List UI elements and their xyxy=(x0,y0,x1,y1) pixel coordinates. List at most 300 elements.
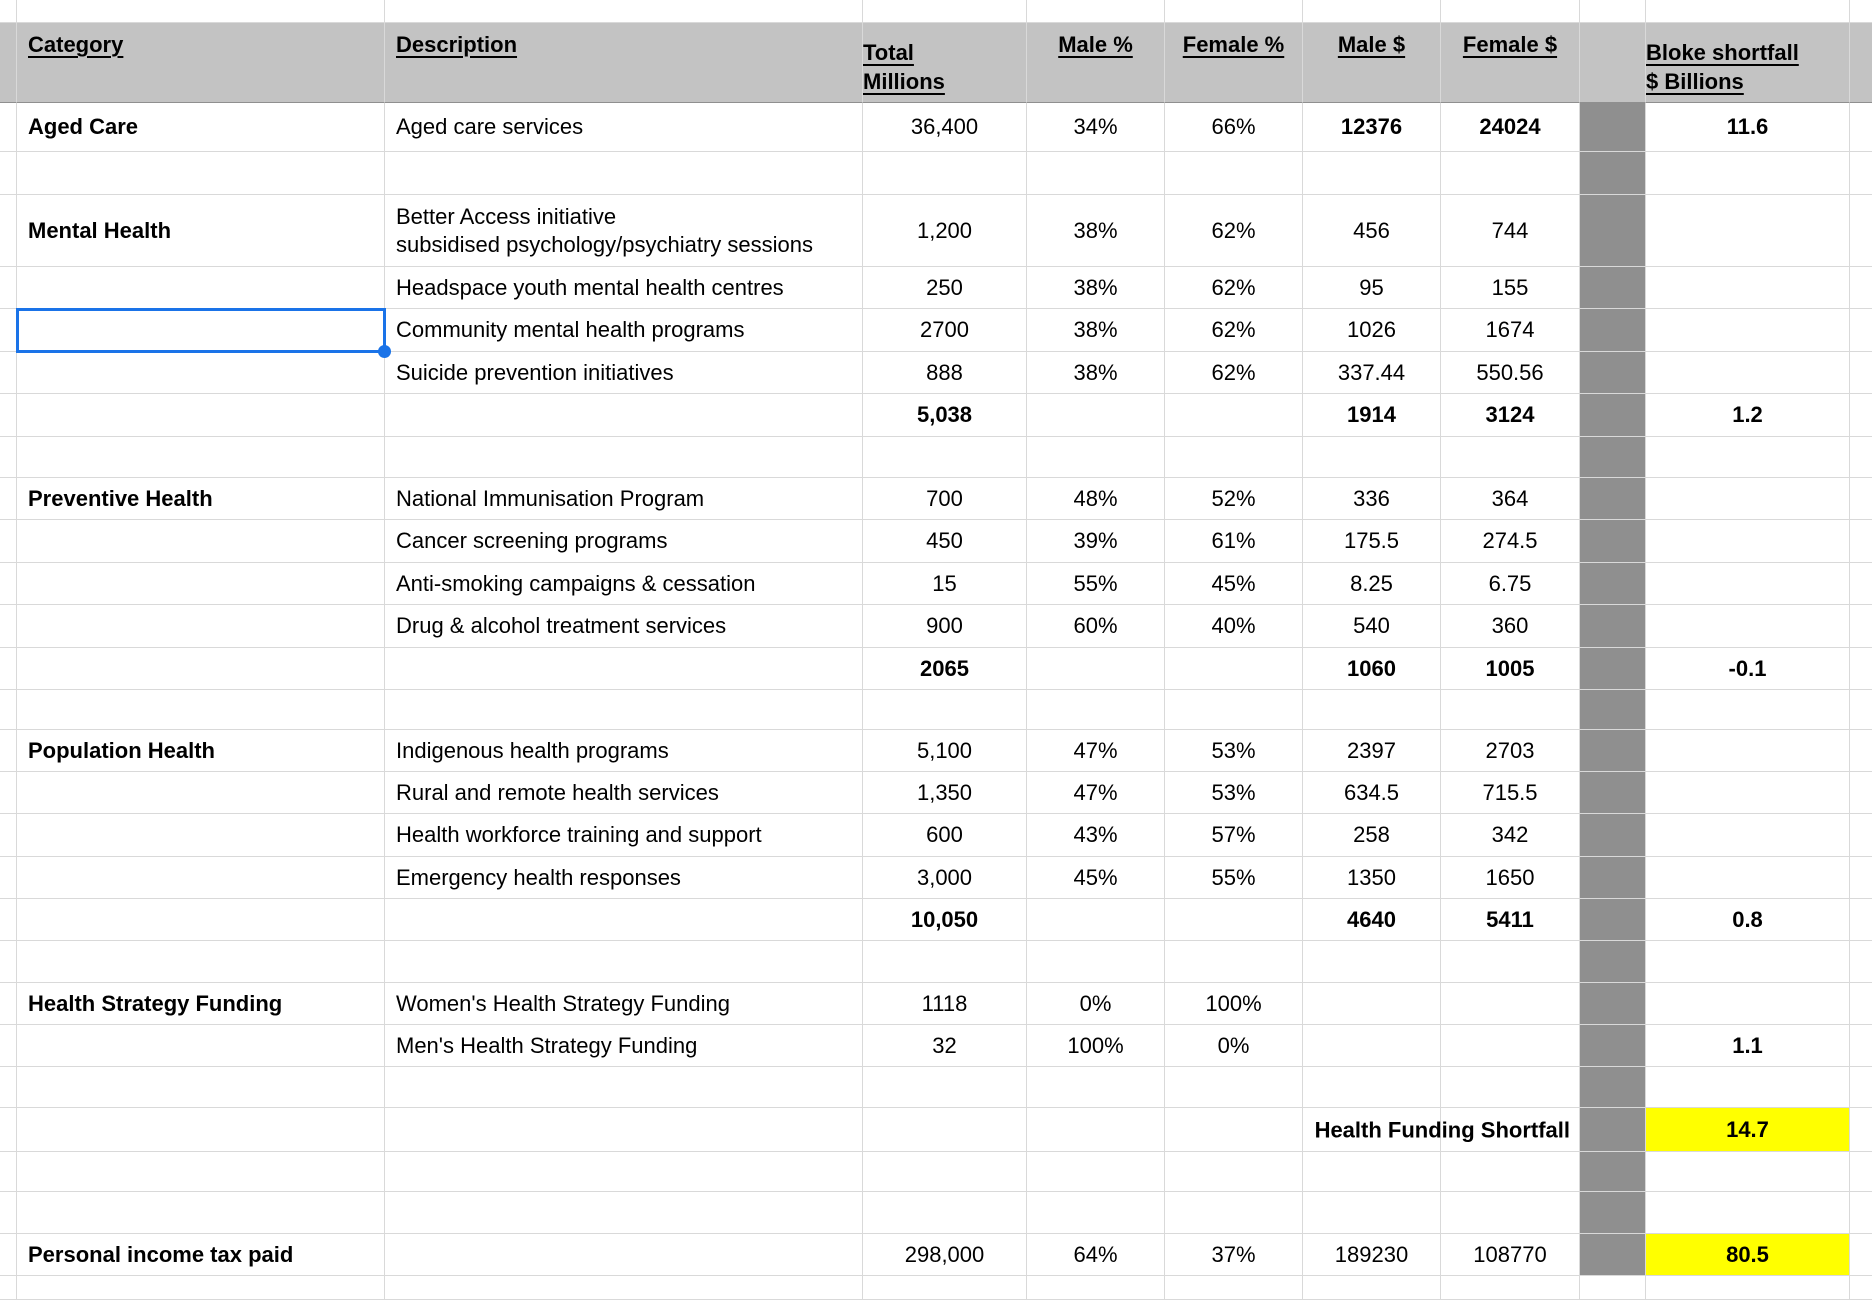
cell-fd[interactable] xyxy=(1441,857,1580,899)
cell-sliver[interactable] xyxy=(0,478,17,520)
separator-cell[interactable] xyxy=(1580,309,1646,352)
cell-fp[interactable] xyxy=(1165,605,1303,648)
cell-md[interactable] xyxy=(1303,899,1441,941)
cell-sliver[interactable] xyxy=(0,983,17,1025)
cell-sliver[interactable] xyxy=(0,103,17,152)
cell-d[interactable] xyxy=(385,394,863,437)
separator-cell[interactable] xyxy=(1580,983,1646,1025)
cell-sliver[interactable] xyxy=(0,309,17,352)
cell-d[interactable] xyxy=(385,1234,863,1276)
cell-sliver[interactable] xyxy=(0,1108,17,1152)
header-cell-b[interactable] xyxy=(1646,23,1850,103)
header-cell-sliver[interactable] xyxy=(0,23,17,103)
separator-cell[interactable] xyxy=(1580,0,1646,23)
cell-b[interactable] xyxy=(1646,1067,1850,1108)
cell-fp[interactable] xyxy=(1165,309,1303,352)
cell-fd[interactable] xyxy=(1441,1152,1580,1192)
cell-mp[interactable] xyxy=(1027,814,1165,857)
cell-sliver[interactable] xyxy=(0,152,17,195)
cell-md[interactable] xyxy=(1303,1025,1441,1067)
cell-d[interactable] xyxy=(385,478,863,520)
cell-d[interactable] xyxy=(385,1108,863,1152)
header-cell-sliver[interactable] xyxy=(1850,23,1872,103)
cell-sliver[interactable] xyxy=(0,899,17,941)
cell-sliver[interactable] xyxy=(1850,1152,1872,1192)
cell-sliver[interactable] xyxy=(0,648,17,690)
cell-c[interactable] xyxy=(17,730,385,772)
cell-t[interactable] xyxy=(863,394,1027,437)
cell-md[interactable] xyxy=(1303,0,1441,23)
cell-t[interactable] xyxy=(863,437,1027,478)
cell-d[interactable] xyxy=(385,267,863,309)
cell-md[interactable] xyxy=(1303,152,1441,195)
fill-handle[interactable] xyxy=(378,345,391,358)
cell-fd[interactable] xyxy=(1441,730,1580,772)
cell-t[interactable] xyxy=(863,1025,1027,1067)
separator-cell[interactable] xyxy=(1580,394,1646,437)
cell-t[interactable] xyxy=(863,1276,1027,1300)
cell-fp[interactable] xyxy=(1165,267,1303,309)
cell-sliver[interactable] xyxy=(1850,394,1872,437)
cell-mp[interactable] xyxy=(1027,772,1165,814)
cell-fd[interactable] xyxy=(1441,352,1580,394)
cell-fd[interactable] xyxy=(1441,772,1580,814)
cell-c[interactable] xyxy=(17,941,385,983)
cell-b[interactable] xyxy=(1646,1152,1850,1192)
cell-b[interactable] xyxy=(1646,772,1850,814)
cell-t[interactable] xyxy=(863,309,1027,352)
cell-mp[interactable] xyxy=(1027,563,1165,605)
cell-d[interactable] xyxy=(385,857,863,899)
separator-cell[interactable] xyxy=(1580,1067,1646,1108)
cell-t[interactable] xyxy=(863,152,1027,195)
separator-cell[interactable] xyxy=(1580,1276,1646,1300)
cell-sliver[interactable] xyxy=(0,195,17,267)
cell-md[interactable] xyxy=(1303,690,1441,730)
cell-d[interactable] xyxy=(385,941,863,983)
header-cell-fp[interactable] xyxy=(1165,23,1303,103)
cell-d[interactable] xyxy=(385,648,863,690)
cell-fp[interactable] xyxy=(1165,1025,1303,1067)
cell-sliver[interactable] xyxy=(1850,478,1872,520)
cell-fp[interactable] xyxy=(1165,394,1303,437)
cell-b[interactable] xyxy=(1646,941,1850,983)
cell-b[interactable] xyxy=(1646,478,1850,520)
cell-d[interactable] xyxy=(385,152,863,195)
cell-d[interactable] xyxy=(385,1067,863,1108)
cell-sliver[interactable] xyxy=(1850,1234,1872,1276)
cell-b[interactable] xyxy=(1646,103,1850,152)
cell-fp[interactable] xyxy=(1165,899,1303,941)
cell-fd[interactable] xyxy=(1441,690,1580,730)
cell-b[interactable] xyxy=(1646,309,1850,352)
cell-sliver[interactable] xyxy=(1850,730,1872,772)
cell-c[interactable] xyxy=(17,1025,385,1067)
cell-b[interactable] xyxy=(1646,1108,1850,1152)
separator-cell[interactable] xyxy=(1580,648,1646,690)
cell-fd[interactable] xyxy=(1441,0,1580,23)
separator-cell[interactable] xyxy=(1580,1152,1646,1192)
cell-md[interactable] xyxy=(1303,1276,1441,1300)
cell-d[interactable] xyxy=(385,437,863,478)
cell-md[interactable] xyxy=(1303,563,1441,605)
cell-b[interactable] xyxy=(1646,267,1850,309)
cell-c[interactable] xyxy=(17,563,385,605)
cell-b[interactable] xyxy=(1646,195,1850,267)
cell-c[interactable] xyxy=(17,352,385,394)
cell-t[interactable] xyxy=(863,478,1027,520)
cell-md[interactable] xyxy=(1303,1152,1441,1192)
cell-t[interactable] xyxy=(863,690,1027,730)
cell-d[interactable] xyxy=(385,1276,863,1300)
cell-mp[interactable] xyxy=(1027,352,1165,394)
cell-sliver[interactable] xyxy=(0,772,17,814)
cell-d[interactable] xyxy=(385,814,863,857)
cell-mp[interactable] xyxy=(1027,437,1165,478)
cell-t[interactable] xyxy=(863,730,1027,772)
cell-sliver[interactable] xyxy=(1850,1276,1872,1300)
cell-fd[interactable] xyxy=(1441,983,1580,1025)
cell-t[interactable] xyxy=(863,1192,1027,1234)
cell-fd[interactable] xyxy=(1441,814,1580,857)
cell-t[interactable] xyxy=(863,1108,1027,1152)
cell-b[interactable] xyxy=(1646,857,1850,899)
cell-d[interactable] xyxy=(385,520,863,563)
cell-mp[interactable] xyxy=(1027,857,1165,899)
cell-fd[interactable] xyxy=(1441,309,1580,352)
cell-fd[interactable] xyxy=(1441,478,1580,520)
separator-cell[interactable] xyxy=(1580,563,1646,605)
cell-c[interactable] xyxy=(17,478,385,520)
cell-c[interactable] xyxy=(17,103,385,152)
cell-c[interactable] xyxy=(17,1108,385,1152)
cell-fp[interactable] xyxy=(1165,730,1303,772)
cell-sliver[interactable] xyxy=(0,520,17,563)
cell-sliver[interactable] xyxy=(1850,605,1872,648)
cell-t[interactable] xyxy=(863,352,1027,394)
cell-fp[interactable] xyxy=(1165,1234,1303,1276)
cell-mp[interactable] xyxy=(1027,730,1165,772)
cell-c[interactable] xyxy=(17,983,385,1025)
cell-d[interactable] xyxy=(385,772,863,814)
cell-c[interactable] xyxy=(17,899,385,941)
cell-sliver[interactable] xyxy=(1850,814,1872,857)
cell-b[interactable] xyxy=(1646,352,1850,394)
cell-mp[interactable] xyxy=(1027,394,1165,437)
cell-t[interactable] xyxy=(863,983,1027,1025)
cell-md[interactable] xyxy=(1303,814,1441,857)
cell-fd[interactable] xyxy=(1441,195,1580,267)
cell-fp[interactable] xyxy=(1165,690,1303,730)
cell-md[interactable] xyxy=(1303,394,1441,437)
cell-mp[interactable] xyxy=(1027,899,1165,941)
cell-fp[interactable] xyxy=(1165,478,1303,520)
cell-sliver[interactable] xyxy=(0,1025,17,1067)
cell-c[interactable] xyxy=(17,437,385,478)
cell-c[interactable] xyxy=(17,1276,385,1300)
cell-b[interactable] xyxy=(1646,437,1850,478)
cell-d[interactable] xyxy=(385,195,863,267)
cell-fp[interactable] xyxy=(1165,563,1303,605)
cell-c[interactable] xyxy=(17,814,385,857)
cell-b[interactable] xyxy=(1646,814,1850,857)
cell-sliver[interactable] xyxy=(1850,1067,1872,1108)
cell-sliver[interactable] xyxy=(1850,520,1872,563)
separator-cell[interactable] xyxy=(1580,23,1646,103)
cell-mp[interactable] xyxy=(1027,983,1165,1025)
cell-sliver[interactable] xyxy=(1850,1192,1872,1234)
cell-fp[interactable] xyxy=(1165,772,1303,814)
cell-b[interactable] xyxy=(1646,1234,1850,1276)
separator-cell[interactable] xyxy=(1580,814,1646,857)
header-cell-d[interactable] xyxy=(385,23,863,103)
cell-sliver[interactable] xyxy=(1850,195,1872,267)
cell-fp[interactable] xyxy=(1165,857,1303,899)
cell-sliver[interactable] xyxy=(1850,437,1872,478)
cell-fp[interactable] xyxy=(1165,814,1303,857)
cell-c[interactable] xyxy=(17,520,385,563)
separator-cell[interactable] xyxy=(1580,152,1646,195)
cell-sliver[interactable] xyxy=(0,1234,17,1276)
cell-fp[interactable] xyxy=(1165,1108,1303,1152)
cell-t[interactable] xyxy=(863,195,1027,267)
cell-c[interactable] xyxy=(17,857,385,899)
cell-sliver[interactable] xyxy=(1850,941,1872,983)
cell-fp[interactable] xyxy=(1165,983,1303,1025)
cell-fp[interactable] xyxy=(1165,520,1303,563)
cell-c[interactable] xyxy=(17,1067,385,1108)
cell-fd[interactable] xyxy=(1441,520,1580,563)
cell-mp[interactable] xyxy=(1027,941,1165,983)
cell-sliver[interactable] xyxy=(1850,103,1872,152)
cell-fd[interactable] xyxy=(1441,1067,1580,1108)
cell-mp[interactable] xyxy=(1027,690,1165,730)
cell-c[interactable] xyxy=(17,1234,385,1276)
cell-mp[interactable] xyxy=(1027,478,1165,520)
cell-md[interactable] xyxy=(1303,478,1441,520)
cell-t[interactable] xyxy=(863,267,1027,309)
cell-t[interactable] xyxy=(863,520,1027,563)
cell-mp[interactable] xyxy=(1027,1067,1165,1108)
cell-sliver[interactable] xyxy=(0,605,17,648)
cell-b[interactable] xyxy=(1646,394,1850,437)
cell-mp[interactable] xyxy=(1027,0,1165,23)
cell-t[interactable] xyxy=(863,772,1027,814)
cell-sliver[interactable] xyxy=(0,563,17,605)
cell-c[interactable] xyxy=(17,1192,385,1234)
cell-sliver[interactable] xyxy=(0,1276,17,1300)
cell-b[interactable] xyxy=(1646,1025,1850,1067)
cell-sliver[interactable] xyxy=(1850,352,1872,394)
cell-mp[interactable] xyxy=(1027,152,1165,195)
cell-d[interactable] xyxy=(385,899,863,941)
cell-d[interactable] xyxy=(385,605,863,648)
cell-fp[interactable] xyxy=(1165,437,1303,478)
cell-t[interactable] xyxy=(863,648,1027,690)
cell-sliver[interactable] xyxy=(1850,1108,1872,1152)
cell-md[interactable] xyxy=(1303,1234,1441,1276)
cell-fd[interactable] xyxy=(1441,899,1580,941)
cell-b[interactable] xyxy=(1646,605,1850,648)
cell-mp[interactable] xyxy=(1027,103,1165,152)
cell-md[interactable] xyxy=(1303,267,1441,309)
cell-b[interactable] xyxy=(1646,648,1850,690)
cell-fd[interactable] xyxy=(1441,1192,1580,1234)
cell-d[interactable] xyxy=(385,1192,863,1234)
separator-cell[interactable] xyxy=(1580,730,1646,772)
cell-fp[interactable] xyxy=(1165,648,1303,690)
separator-cell[interactable] xyxy=(1580,857,1646,899)
separator-cell[interactable] xyxy=(1580,352,1646,394)
cell-sliver[interactable] xyxy=(1850,690,1872,730)
cell-mp[interactable] xyxy=(1027,520,1165,563)
cell-fd[interactable] xyxy=(1441,605,1580,648)
cell-sliver[interactable] xyxy=(1850,772,1872,814)
cell-b[interactable] xyxy=(1646,520,1850,563)
cell-c[interactable] xyxy=(17,195,385,267)
cell-fp[interactable] xyxy=(1165,103,1303,152)
cell-t[interactable] xyxy=(863,1234,1027,1276)
cell-md[interactable] xyxy=(1303,605,1441,648)
cell-fp[interactable] xyxy=(1165,195,1303,267)
cell-sliver[interactable] xyxy=(1850,563,1872,605)
cell-mp[interactable] xyxy=(1027,1108,1165,1152)
header-cell-fd[interactable] xyxy=(1441,23,1580,103)
cell-sliver[interactable] xyxy=(1850,983,1872,1025)
cell-fp[interactable] xyxy=(1165,0,1303,23)
cell-md[interactable] xyxy=(1303,352,1441,394)
separator-cell[interactable] xyxy=(1580,1234,1646,1276)
cell-md[interactable] xyxy=(1303,941,1441,983)
cell-fp[interactable] xyxy=(1165,1276,1303,1300)
cell-fd[interactable] xyxy=(1441,267,1580,309)
cell-b[interactable] xyxy=(1646,1276,1850,1300)
separator-cell[interactable] xyxy=(1580,437,1646,478)
cell-fp[interactable] xyxy=(1165,1152,1303,1192)
cell-md[interactable] xyxy=(1303,437,1441,478)
cell-sliver[interactable] xyxy=(1850,648,1872,690)
cell-c[interactable] xyxy=(17,309,385,352)
cell-sliver[interactable] xyxy=(0,0,17,23)
cell-sliver[interactable] xyxy=(1850,857,1872,899)
cell-sliver[interactable] xyxy=(0,267,17,309)
cell-d[interactable] xyxy=(385,1152,863,1192)
cell-fd[interactable] xyxy=(1441,394,1580,437)
cell-c[interactable] xyxy=(17,267,385,309)
cell-c[interactable] xyxy=(17,690,385,730)
cell-sliver[interactable] xyxy=(1850,899,1872,941)
cell-fd[interactable] xyxy=(1441,941,1580,983)
cell-c[interactable] xyxy=(17,772,385,814)
cell-fd[interactable] xyxy=(1441,563,1580,605)
cell-fp[interactable] xyxy=(1165,152,1303,195)
cell-c[interactable] xyxy=(17,605,385,648)
separator-cell[interactable] xyxy=(1580,195,1646,267)
cell-fd[interactable] xyxy=(1441,437,1580,478)
cell-sliver[interactable] xyxy=(0,941,17,983)
cell-sliver[interactable] xyxy=(0,352,17,394)
cell-b[interactable] xyxy=(1646,899,1850,941)
cell-md[interactable] xyxy=(1303,983,1441,1025)
header-cell-c[interactable] xyxy=(17,23,385,103)
cell-t[interactable] xyxy=(863,563,1027,605)
cell-c[interactable] xyxy=(17,648,385,690)
cell-sliver[interactable] xyxy=(0,1067,17,1108)
cell-md[interactable] xyxy=(1303,103,1441,152)
header-cell-t[interactable] xyxy=(863,23,1027,103)
cell-md[interactable] xyxy=(1303,648,1441,690)
cell-sliver[interactable] xyxy=(0,814,17,857)
separator-cell[interactable] xyxy=(1580,1108,1646,1152)
cell-sliver[interactable] xyxy=(0,857,17,899)
separator-cell[interactable] xyxy=(1580,772,1646,814)
cell-fd[interactable] xyxy=(1441,1276,1580,1300)
cell-t[interactable] xyxy=(863,857,1027,899)
cell-fp[interactable] xyxy=(1165,1192,1303,1234)
separator-cell[interactable] xyxy=(1580,1192,1646,1234)
cell-sliver[interactable] xyxy=(0,437,17,478)
cell-mp[interactable] xyxy=(1027,267,1165,309)
cell-fd[interactable] xyxy=(1314,1108,1580,1152)
cell-t[interactable] xyxy=(863,899,1027,941)
cell-b[interactable] xyxy=(1646,983,1850,1025)
cell-sliver[interactable] xyxy=(1850,1025,1872,1067)
cell-md[interactable] xyxy=(1303,730,1441,772)
cell-md[interactable] xyxy=(1303,1067,1441,1108)
cell-d[interactable] xyxy=(385,309,863,352)
cell-t[interactable] xyxy=(863,0,1027,23)
cell-mp[interactable] xyxy=(1027,1025,1165,1067)
cell-b[interactable] xyxy=(1646,563,1850,605)
cell-c[interactable] xyxy=(17,0,385,23)
cell-t[interactable] xyxy=(863,941,1027,983)
cell-d[interactable] xyxy=(385,730,863,772)
cell-sliver[interactable] xyxy=(1850,309,1872,352)
separator-cell[interactable] xyxy=(1580,478,1646,520)
cell-fp[interactable] xyxy=(1165,941,1303,983)
cell-d[interactable] xyxy=(385,563,863,605)
separator-cell[interactable] xyxy=(1580,899,1646,941)
cell-d[interactable] xyxy=(385,983,863,1025)
cell-b[interactable] xyxy=(1646,152,1850,195)
cell-sliver[interactable] xyxy=(0,1192,17,1234)
cell-fp[interactable] xyxy=(1165,352,1303,394)
cell-md[interactable] xyxy=(1303,857,1441,899)
separator-cell[interactable] xyxy=(1580,1025,1646,1067)
separator-cell[interactable] xyxy=(1580,267,1646,309)
cell-md[interactable] xyxy=(1303,309,1441,352)
separator-cell[interactable] xyxy=(1580,520,1646,563)
cell-fp[interactable] xyxy=(1165,1067,1303,1108)
cell-t[interactable] xyxy=(863,1152,1027,1192)
cell-mp[interactable] xyxy=(1027,309,1165,352)
cell-fd[interactable] xyxy=(1441,152,1580,195)
cell-md[interactable] xyxy=(1303,1192,1441,1234)
separator-cell[interactable] xyxy=(1580,941,1646,983)
cell-c[interactable] xyxy=(17,152,385,195)
cell-d[interactable] xyxy=(385,0,863,23)
cell-c[interactable] xyxy=(17,394,385,437)
cell-d[interactable] xyxy=(385,352,863,394)
cell-t[interactable] xyxy=(863,814,1027,857)
cell-b[interactable] xyxy=(1646,730,1850,772)
cell-sliver[interactable] xyxy=(1850,0,1872,23)
separator-cell[interactable] xyxy=(1580,605,1646,648)
cell-md[interactable] xyxy=(1303,520,1441,563)
cell-b[interactable] xyxy=(1646,0,1850,23)
cell-d[interactable] xyxy=(385,690,863,730)
cell-sliver[interactable] xyxy=(0,730,17,772)
